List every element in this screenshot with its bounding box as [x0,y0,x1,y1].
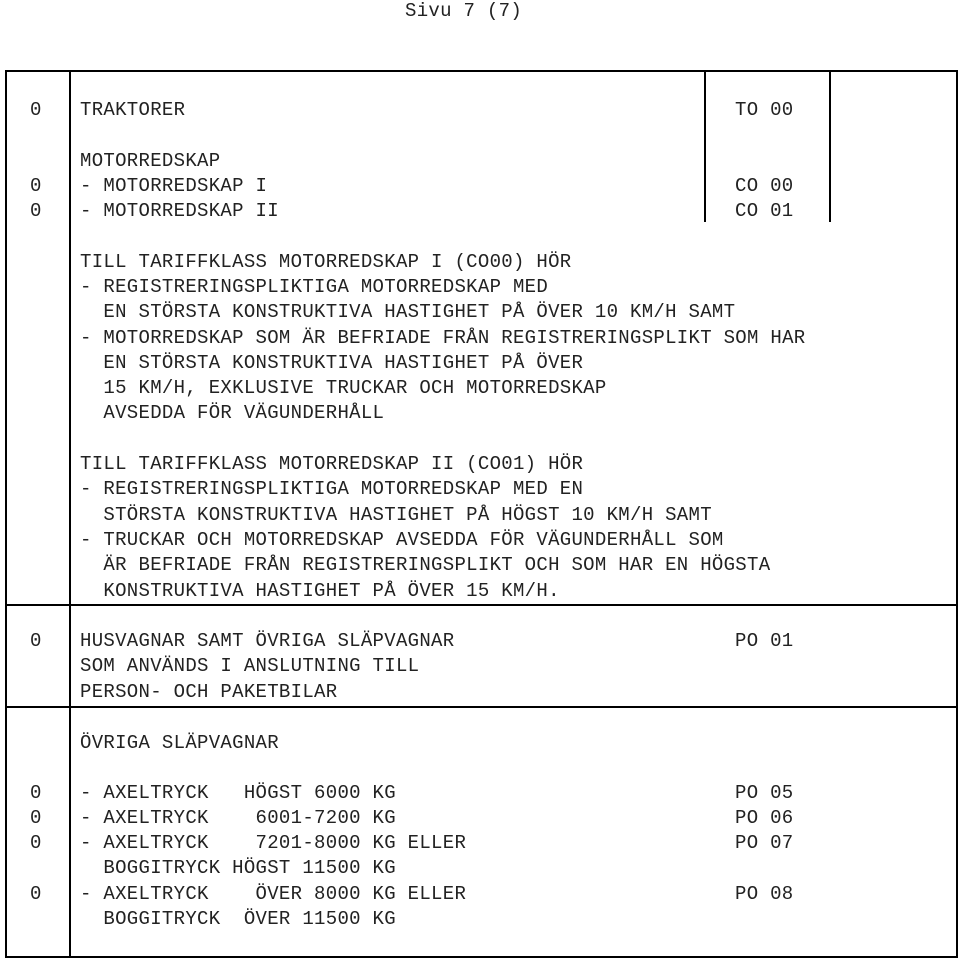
code-column-divider-right [829,70,831,222]
axeltryck-item-code: PO 05 [735,782,794,804]
page-number: Sivu 7 (7) [405,0,523,22]
table-right-border [956,70,958,958]
motorredskap-2-label: - MOTORREDSKAP II [80,200,279,222]
section-divider [5,604,958,606]
husvagnar-label: HUSVAGNAR SAMT ÖVRIGA SLÄPVAGNAR [80,630,455,652]
co01-note-line: - TRUCKAR OCH MOTORREDSKAP AVSEDDA FÖR VÄGUNDERHÅLL SOM [80,529,724,551]
traktorer-code: TO 00 [735,99,794,121]
axeltryck-item-label: - AXELTRYCK 7201-8000 KG ELLER [80,832,467,854]
co01-note-line: TILL TARIFFKLASS MOTORREDSKAP II (CO01) HÖR [80,453,584,475]
row-marker: 0 [30,883,42,905]
husvagnar-label-line: SOM ANVÄNDS I ANSLUTNING TILL [80,655,420,677]
husvagnar-code: PO 01 [735,630,794,652]
co01-note-line: ÄR BEFRIADE FRÅN REGISTRERINGSPLIKT OCH SOM HAR EN HÖGSTA [80,554,771,576]
co00-note-line: - MOTORREDSKAP SOM ÄR BEFRIADE FRÅN REGISTRERINGSPLIKT SOM HAR [80,327,806,349]
co01-note-line: KONSTRUKTIVA HASTIGHET PÅ ÖVER 15 KM/H. [80,580,560,602]
axeltryck-item-label: - AXELTRYCK HÖGST 6000 KG [80,782,396,804]
co00-note-line: 15 KM/H, EXKLUSIVE TRUCKAR OCH MOTORREDSKAP [80,377,607,399]
row-marker: 0 [30,782,42,804]
traktorer-label: TRAKTORER [80,99,186,121]
code-column-divider-left [704,70,706,222]
row-marker: 0 [30,630,42,652]
axeltryck-item-label: - AXELTRYCK ÖVER 8000 KG ELLER [80,883,467,905]
axeltryck-item-code: PO 08 [735,883,794,905]
co01-note-line: - REGISTRERINGSPLIKTIGA MOTORREDSKAP MED EN [80,478,584,500]
motorredskap-heading: MOTORREDSKAP [80,150,221,172]
row-marker: 0 [30,200,42,222]
motorredskap-2-code: CO 01 [735,200,794,222]
co00-note-line: - REGISTRERINGSPLIKTIGA MOTORREDSKAP MED [80,276,549,298]
co00-note-line: TILL TARIFFKLASS MOTORREDSKAP I (CO00) HÖR [80,251,572,273]
husvagnar-label-line: PERSON- OCH PAKETBILAR [80,681,338,703]
axeltryck-item-label: - AXELTRYCK 6001-7200 KG [80,807,396,829]
row-marker: 0 [30,832,42,854]
motorredskap-1-code: CO 00 [735,175,794,197]
motorredskap-1-label: - MOTORREDSKAP I [80,175,268,197]
axeltryck-item-continuation: BOGGITRYCK ÖVER 11500 KG [80,908,396,930]
table-top-border [5,70,958,72]
co01-note-line: STÖRSTA KONSTRUKTIVA HASTIGHET PÅ HÖGST 10 KM/H SAMT [80,504,712,526]
axeltryck-item-code: PO 07 [735,832,794,854]
row-marker: 0 [30,175,42,197]
co00-note-line: EN STÖRSTA KONSTRUKTIVA HASTIGHET PÅ ÖVER [80,352,584,374]
axeltryck-item-continuation: BOGGITRYCK HÖGST 11500 KG [80,857,396,879]
marker-column-divider [69,70,71,958]
row-marker: 0 [30,99,42,121]
section-divider [5,706,958,708]
axeltryck-item-code: PO 06 [735,807,794,829]
table-left-border [5,70,7,958]
ovriga-heading: ÖVRIGA SLÄPVAGNAR [80,732,279,754]
co00-note-line: EN STÖRSTA KONSTRUKTIVA HASTIGHET PÅ ÖVER 10 KM/H SAMT [80,301,736,323]
co00-note-line: AVSEDDA FÖR VÄGUNDERHÅLL [80,402,385,424]
row-marker: 0 [30,807,42,829]
table-bottom-border [5,956,958,958]
